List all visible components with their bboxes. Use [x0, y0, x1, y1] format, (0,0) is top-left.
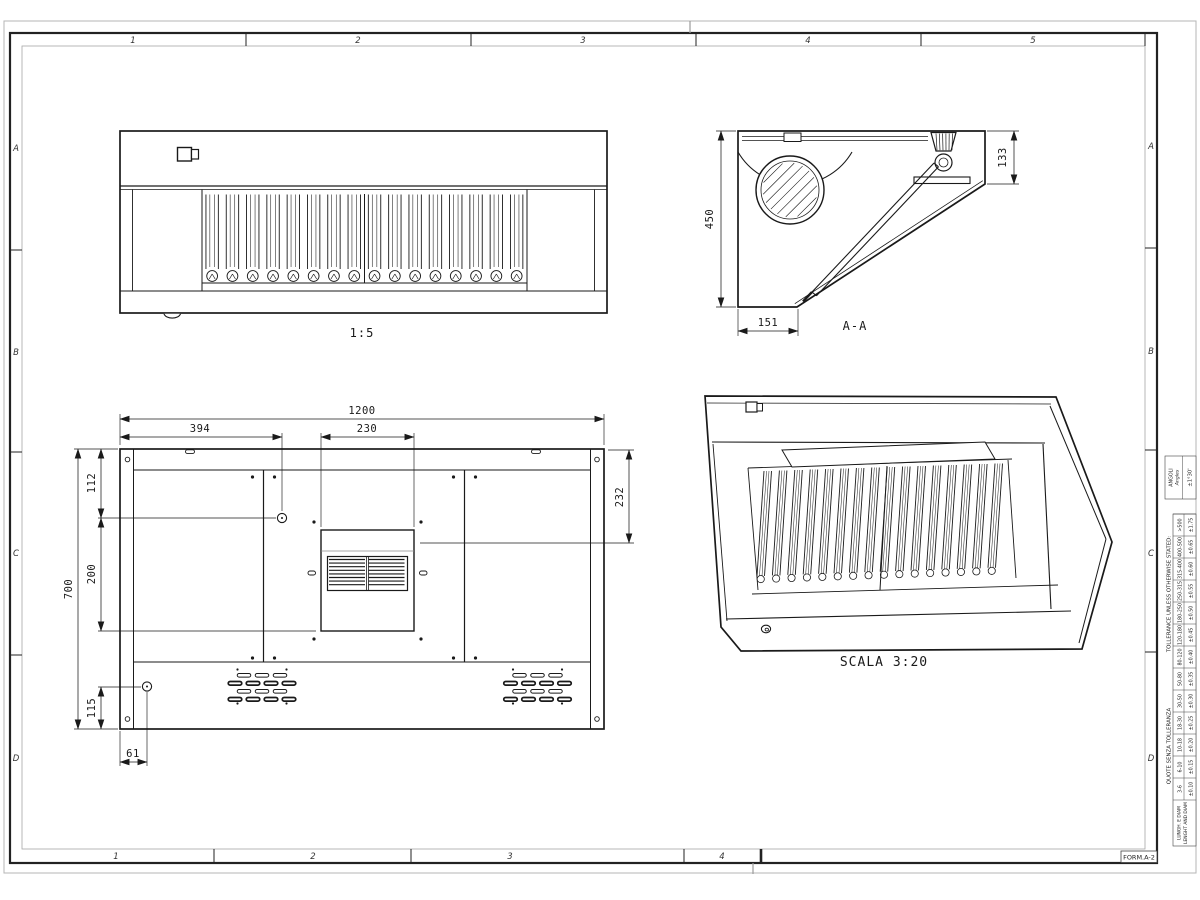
- dim-394: 394: [189, 423, 211, 435]
- fan-outlet-box: [308, 530, 427, 631]
- tolerance-cell-range: 3-6: [1178, 785, 1184, 793]
- angles-value: ±1°30': [1187, 468, 1194, 487]
- tolerance-cell-value: ±1.75: [1189, 517, 1195, 533]
- tolerance-cell-range: 180-250: [1178, 602, 1184, 624]
- tolerance-cell-range: 80-120: [1178, 648, 1184, 666]
- switch-icon: [178, 148, 199, 162]
- tolerance-cell-value: ±0.45: [1189, 627, 1195, 643]
- tolerance-cell-value: ±0.35: [1189, 671, 1195, 687]
- zone-left-b: B: [13, 348, 19, 358]
- tolerance-cell-range: 120-180: [1178, 624, 1184, 646]
- zone-bottom-3: 3: [507, 852, 513, 862]
- tolerance-table: [1165, 456, 1196, 846]
- dim-232: 232: [614, 486, 626, 508]
- tolerance-row-label: LUNGH. E DIAM: [1177, 806, 1183, 840]
- tolerance-cell-value: ±0.40: [1189, 649, 1195, 665]
- dim-112: 112: [86, 472, 98, 494]
- tolerance-row-label-en: LENGHT AND DIAM: [1184, 802, 1189, 844]
- tolerance-cell-value: ±0.60: [1189, 561, 1195, 577]
- dim-115: 115: [86, 697, 98, 719]
- iso-scale-label: SCALA 3:20: [839, 655, 929, 670]
- dim-450: 450: [704, 208, 716, 230]
- dim-151: 151: [757, 317, 779, 329]
- tolerance-cell-value: ±0.50: [1189, 605, 1195, 621]
- zone-left-d: D: [12, 754, 20, 764]
- form-label: FORM.A-2: [1123, 853, 1155, 862]
- tolerance-cell-value: ±0.30: [1189, 693, 1195, 709]
- tolerance-cell-value: ±0.25: [1189, 715, 1195, 731]
- zone-top-5: 5: [1030, 36, 1036, 46]
- tolerance-note-it: QUOTE SENZA TOLLERANZA: [1166, 707, 1173, 785]
- tolerance-cell-value: ±0.10: [1189, 781, 1195, 797]
- tolerance-cell-value: ±0.20: [1189, 737, 1195, 753]
- dim-230: 230: [356, 423, 378, 435]
- zone-bottom-4: 4: [719, 852, 725, 862]
- iso-view: [705, 396, 1112, 670]
- tolerance-cell-value: ±0.55: [1189, 583, 1195, 599]
- section-label: A-A: [842, 319, 868, 333]
- dim-200: 200: [86, 563, 98, 585]
- zone-right-c: C: [1148, 549, 1154, 559]
- angles-label-en: Angles: [1175, 469, 1181, 486]
- zone-top-4: 4: [805, 36, 811, 46]
- zone-bottom-1: 1: [113, 852, 119, 862]
- zone-left-c: C: [13, 549, 19, 559]
- zone-right-a: A: [1148, 142, 1154, 152]
- zone-bottom-2: 2: [310, 852, 316, 862]
- tolerance-cell-range: 10-18: [1178, 738, 1184, 752]
- iso-switch-icon: [746, 402, 763, 412]
- dim-133: 133: [997, 147, 1009, 168]
- tolerance-cell-range: 400-500: [1178, 536, 1184, 558]
- section-view: [704, 131, 1019, 336]
- front-scale-label: 1:5: [349, 326, 375, 340]
- tolerance-cell-range: 250-315: [1178, 580, 1184, 602]
- tolerance-cell-range: 50-80: [1178, 672, 1184, 686]
- tolerance-cell-range: 6-10: [1178, 761, 1184, 773]
- tolerance-cell-value: ±0.15: [1189, 759, 1195, 775]
- lamp-holder: [784, 133, 801, 142]
- front-view: [120, 131, 607, 340]
- zone-top-1: 1: [130, 36, 136, 46]
- tolerance-cell-range: 315-400: [1178, 558, 1184, 580]
- zone-right-d: D: [1147, 754, 1155, 764]
- tolerance-cell-range: 18-30: [1178, 716, 1184, 730]
- tolerance-note-en: TOLLERANCE UNLESS OTHERWISE STATED:: [1166, 535, 1173, 653]
- zone-top-3: 3: [580, 36, 586, 46]
- tolerance-cell-value: ±0.65: [1189, 539, 1195, 555]
- angles-label-it: ANGOLI: [1169, 468, 1175, 487]
- dim-61: 61: [126, 748, 140, 760]
- dim-700: 700: [63, 578, 75, 600]
- form-label-box: [1121, 851, 1157, 863]
- plan-view: [63, 405, 634, 766]
- dim-1200: 1200: [348, 405, 376, 417]
- zone-right-b: B: [1148, 347, 1154, 357]
- zone-top-2: 2: [355, 36, 361, 46]
- tolerance-cell-range: >500: [1178, 518, 1184, 532]
- tolerance-cell-range: 30-50: [1178, 694, 1184, 708]
- zone-left-a: A: [13, 144, 19, 154]
- drain-notch: [164, 314, 181, 318]
